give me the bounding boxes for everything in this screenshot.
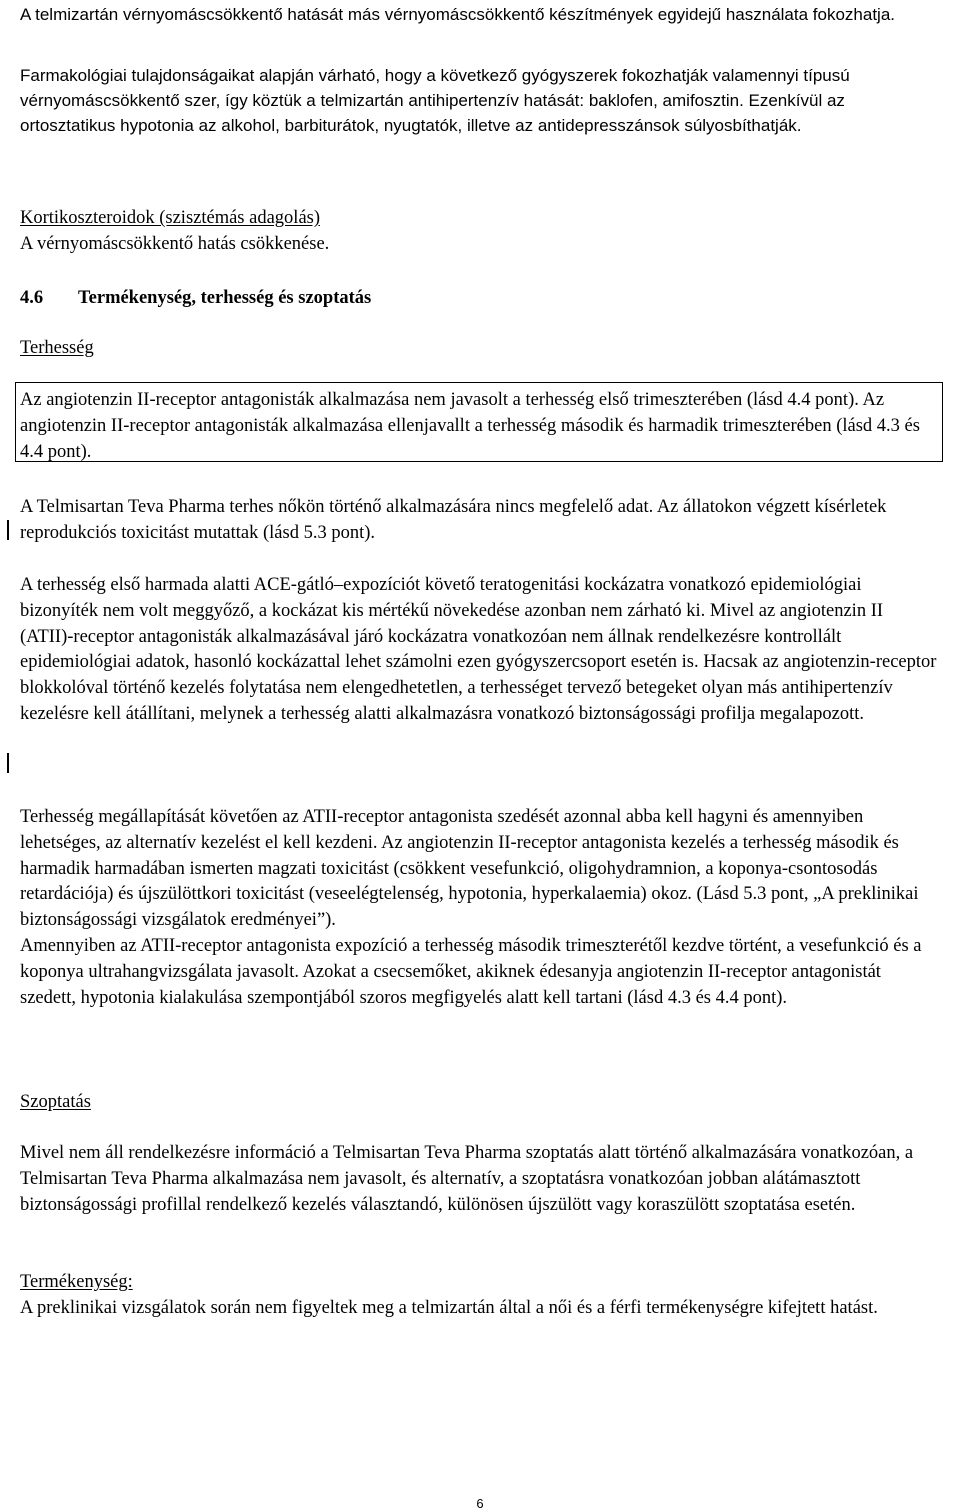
paragraph-pharmacology <box>20 63 940 138</box>
corticosteroid-heading: Kortikoszteroidok (szisztémás adagolás) <box>20 208 321 228</box>
change-bar-2 <box>7 753 9 773</box>
pregnancy-heading: Terhesség <box>20 338 94 358</box>
paragraph-pharmacology-text: Farmakológiai tulajdonságaikat alapján várható, hogy a következő gyógyszerek fokozhatják valamennyi típusú vérnyomáscsökkentő szer, így köztük a telmizartán antihipertenzív hatását: baklofen, amifosztin. Ezenkívül az ortosztatikus hypotonia az alkohol, barbiturátok, nyugtatók, illetve az antidepresszánsok súlyosbíthatják. <box>20 66 850 135</box>
paragraph-ace <box>20 573 940 728</box>
paragraph-exposure-text: Amennyiben az ATII-receptor antagonista expozíció a terhesség második trimeszterétől kezdve történt, a vesefunkció és a koponya ultrahangvizsgálata javasolt. Azokat a csecsemőket, akiknek édesanyja angiotenzin II-receptor antagonistát szedett, hypotonia kialakulása szempontjából szoros megfigyelés alatt kell tartani (lásd 4.3 és 4.4 pont). <box>20 935 922 1008</box>
warning-box-text: Az angiotenzin II-receptor antagonisták alkalmazása nem javasolt a terhesség első trimeszterében (lásd 4.4 pont). Az angiotenzin II-receptor antagonisták alkalmazása ellenjavallt a terhesség második és harmadik trimeszterében (lásd 4.3 és 4.4 pont). <box>20 390 920 462</box>
paragraph-teva <box>20 495 940 547</box>
warning-box-text-wrap <box>20 388 940 465</box>
section-title: Termékenység, terhesség és szoptatás <box>78 288 372 308</box>
section-heading <box>20 285 940 311</box>
fertility-text: A preklinikai vizsgálatok során nem figyeltek meg a telmizartán által a női és a férfi termékenységre kifejtett hatást. <box>20 1297 878 1318</box>
fertility-block <box>20 1270 940 1322</box>
change-bar-1 <box>7 520 9 540</box>
paragraph-pregnancy-detected <box>20 805 940 1011</box>
section-number: 4.6 <box>20 288 44 308</box>
paragraph-pregnancy-detected-text: Terhesség megállapítását követően az ATII-receptor antagonista szedését azonnal abba kell hagyni és amennyiben lehetséges, az alternatív kezelést el kell kezdeni. Az angiotenzin II-receptor antagonista kezelés a terhesség második és harmadik harmadában ismerten magzati toxicitást (csökkent vesefunkció, oligohydramnion, a koponya-csontosodás retardációja) és újszülöttkori toxicitást (veseelégtelenség, hypotonia, hyperkalaemia) okoz. (Lásd 5.3 pont, „A preklinikai biztonságossági vizsgálatok eredményei”). <box>20 807 919 931</box>
paragraph-ace-text: A terhesség első harmada alatti ACE-gátló–expozíciót követő teratogenitási kockázatra vonatkozó epidemiológiai bizonyíték nem volt meggyőző, a kockázat kis mértékű növekedése azonban nem zárható ki. Mivel az angiotenzin II (ATII)-receptor antagonisták alkalmazásával járó kockázatra vonatkozóan nem állnak rendelkezésre kontrollált epidemiológiai adatok, hasonló kockázattal lehet számolni ezen gyógyszercsoport esetén is. Hacsak az angiotenzin-receptor blokkolóval történő kezelés folytatása nem elengedhetetlen, a terhességet tervező betegeket olyan más antihipertenzív kezelésre kell átállítani, melynek a terhesség alatti alkalmazásra vonatkozó biztonságossági profilja megalapozott. <box>20 575 937 724</box>
pregnancy-heading-wrap <box>20 336 940 362</box>
paragraph-interaction-intro: A telmizartán vérnyomáscsökkentő hatását más vérnyomáscsökkentő készítmények egyidejű használata fokozhatja. <box>20 5 895 24</box>
page-number: 6 <box>476 1496 484 1511</box>
corticosteroid-block <box>20 206 940 258</box>
paragraph-teva-text: A Telmisartan Teva Pharma terhes nőkön történő alkalmazására nincs megfelelő adat. Az állatokon végzett kísérletek reprodukciós toxicitást mutattak (lásd 5.3 pont). <box>20 497 887 543</box>
paragraph-breastfeeding <box>20 1141 940 1218</box>
fertility-heading: Termékenység: <box>20 1272 133 1292</box>
breastfeeding-heading-wrap <box>20 1090 940 1116</box>
corticosteroid-text: A vérnyomáscsökkentő hatás csökkenése. <box>20 233 330 254</box>
paragraph-breastfeeding-text: Mivel nem áll rendelkezésre információ a Telmisartan Teva Pharma szoptatás alatt történő alkalmazására vonatkozóan, a Telmisartan Teva Pharma alkalmazása nem javasolt, és alternatív, a szoptatásra vonatkozóan jobban alátámasztott biztonságossági profillal rendelkező kezelés választandó, különösen újszülött vagy koraszülött szoptatása esetén. <box>20 1143 914 1215</box>
breastfeeding-heading: Szoptatás <box>20 1092 91 1112</box>
